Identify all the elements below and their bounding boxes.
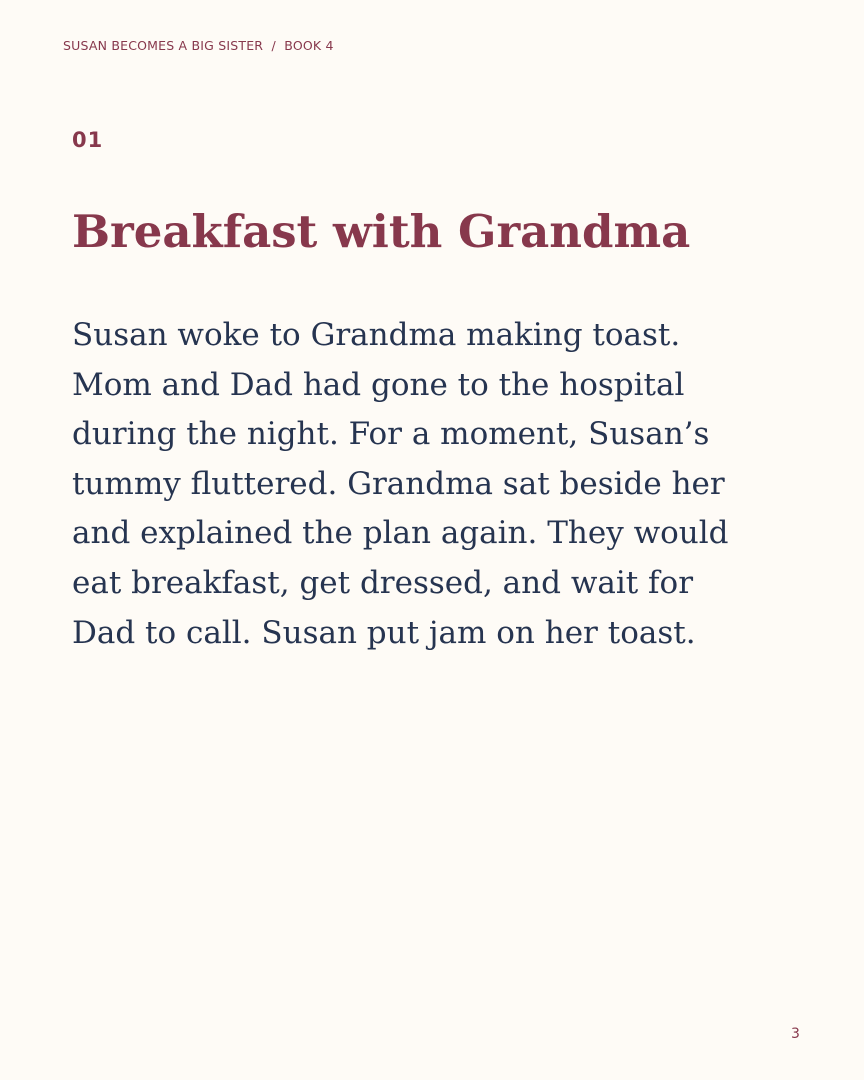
chapter-title: Breakfast with Grandma: [72, 205, 691, 258]
story-line: during the night. For a moment, Susan’s: [72, 416, 710, 453]
story-line: Dad to call. Susan put jam on her toast.: [72, 614, 696, 651]
story-line: tummy fluttered. Grandma sat beside her: [72, 465, 725, 502]
running-header: SUSAN BECOMES A BIG SISTER / BOOK 4: [63, 38, 334, 53]
story-line: Susan woke to Grandma making toast.: [72, 317, 681, 353]
story-paragraph: [72, 311, 792, 658]
page-number: 3: [791, 1026, 800, 1042]
story-line: Mom and Dad had gone to the hospital: [72, 366, 685, 403]
story-line: eat breakfast, get dressed, and wait for: [72, 564, 694, 601]
chapter-number: 01: [72, 128, 104, 152]
story-line: and explained the plan again. They would: [72, 515, 729, 552]
